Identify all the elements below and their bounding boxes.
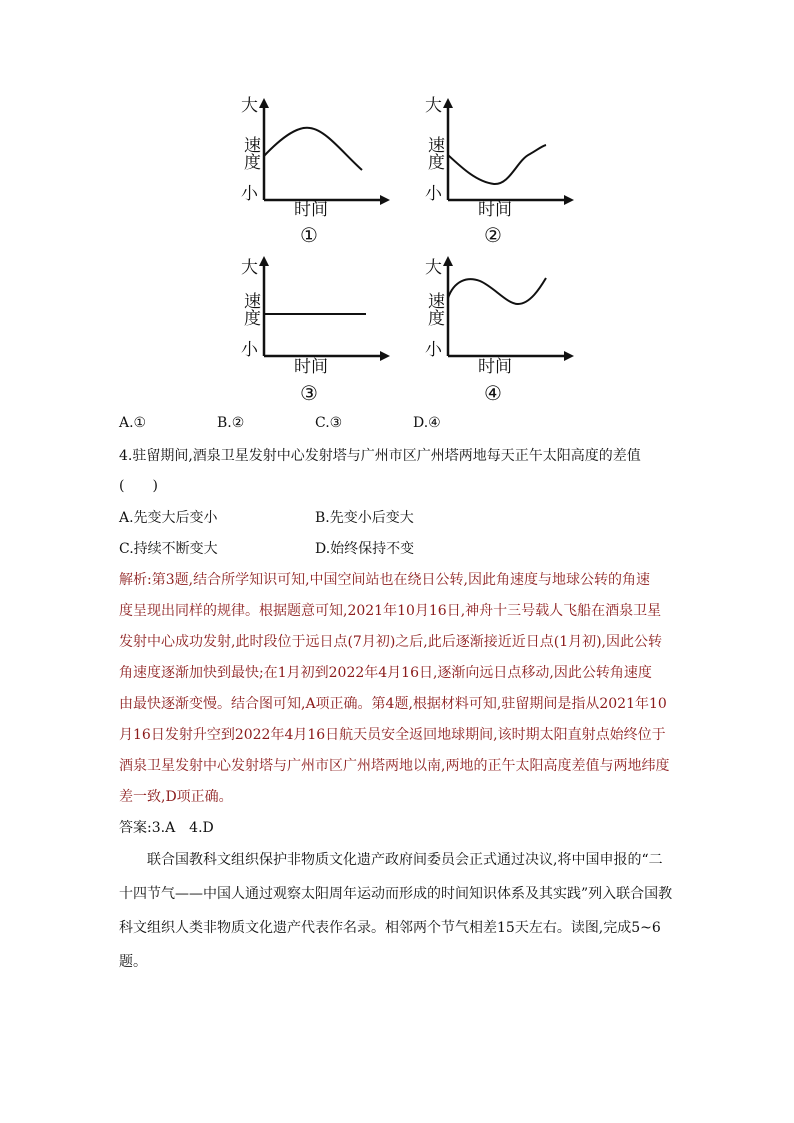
y-axis-max-label: 大 (425, 96, 442, 116)
chart-4-svg (422, 256, 642, 406)
speed-curve (264, 128, 362, 170)
q4-option-c: C.持续不断变大 (119, 541, 218, 557)
analysis-line: 酒泉卫星发射中心发射塔与广州市区广州塔两地以南,两地的正午太阳高度差值与两地纬度 (119, 758, 670, 774)
q3-option-c: C.③ (315, 415, 343, 431)
y-axis-arrow (259, 98, 269, 108)
x-axis-arrow (380, 195, 390, 205)
y-axis-max-label: 大 (241, 96, 258, 116)
chart-2-svg (422, 98, 642, 248)
analysis-line: 解析:第3题,结合所学知识可知,中国空间站也在绕日公转,因此角速度与地球公转的角速 (119, 572, 650, 588)
passage-line: 联合国教科文组织保护非物质文化遗产政府间委员会正式通过决议,将中国申报的“二 (147, 852, 663, 868)
speed-chart-4 (422, 256, 642, 406)
speed-curve (448, 278, 546, 304)
y-axis-arrow (443, 98, 453, 108)
q4-stem: 4.驻留期间,酒泉卫星发射中心发射塔与广州市区广州塔两地每天正午太阳高度的差值 (119, 448, 641, 464)
y-axis-min-label: 小 (425, 184, 442, 204)
q3-option-b: B.② (217, 415, 245, 431)
y-axis-min-label: 小 (241, 184, 258, 204)
y-axis-arrow (443, 256, 453, 266)
y-axis-arrow (259, 256, 269, 266)
x-axis-label: 时间 (478, 357, 512, 377)
q3-option-a: A.① (119, 415, 147, 431)
speed-curve (448, 145, 546, 184)
y-axis-label: 速度 (424, 136, 444, 170)
analysis-line: 差一致,D项正确。 (119, 789, 233, 805)
analysis-line: 由最快逐渐变慢。结合图可知,A项正确。第4题,根据材料可知,驻留期间是指从2021年10 (119, 696, 667, 712)
y-axis-max-label: 大 (425, 258, 442, 278)
analysis-block (119, 570, 669, 818)
x-axis-arrow (564, 195, 574, 205)
answer-line: 答案:3.A 4.D (119, 820, 214, 836)
y-axis-min-label: 小 (425, 340, 442, 360)
analysis-line: 月16日发射升空到2022年4月16日航天员安全返回地球期间,该时期太阳直射点始终位于 (119, 727, 666, 743)
q4-option-a: A.先变大后变小 (119, 510, 218, 526)
q4-option-d: D.始终保持不变 (315, 541, 415, 557)
q4-answer-paren: ( ) (119, 478, 158, 494)
y-axis-label: 速度 (240, 136, 260, 170)
chart-number: ③ (300, 381, 318, 405)
chart-number: ④ (484, 381, 502, 405)
analysis-line: 角速度逐渐加快到最快;在1月初到2022年4月16日,逐渐向远日点移动,因此公转角速度 (119, 665, 652, 681)
passage-line: 题。 (119, 954, 147, 970)
y-axis-label: 速度 (240, 292, 260, 326)
y-axis-min-label: 小 (241, 340, 258, 360)
speed-chart-2 (422, 98, 642, 248)
passage-line: 十四节气——中国人通过观察太阳周年运动而形成的时间知识体系及其实践”列入联合国教 (119, 886, 673, 902)
q3-option-d: D.④ (413, 415, 441, 431)
x-axis-label: 时间 (294, 357, 328, 377)
analysis-line: 度呈现出同样的规律。根据题意可知,2021年10月16日,神舟十三号载人飞船在酒泉卫星 (119, 603, 662, 619)
chart-number: ② (484, 223, 502, 247)
analysis-line: 发射中心成功发射,此时段位于远日点(7月初)之后,此后逐渐接近近日点(1月初),因此公转 (119, 634, 663, 650)
x-axis-arrow (564, 351, 574, 361)
y-axis-max-label: 大 (241, 258, 258, 278)
q4-option-b: B.先变小后变大 (315, 510, 414, 526)
y-axis-label: 速度 (424, 292, 444, 326)
x-axis-label: 时间 (478, 200, 512, 220)
passage-line: 科文组织人类非物质文化遗产代表作名录。相邻两个节气相差15天左右。读图,完成5~6 (119, 920, 661, 936)
x-axis-label: 时间 (294, 200, 328, 220)
x-axis-arrow (380, 351, 390, 361)
chart-number: ① (300, 223, 318, 247)
passage-block (119, 850, 672, 986)
